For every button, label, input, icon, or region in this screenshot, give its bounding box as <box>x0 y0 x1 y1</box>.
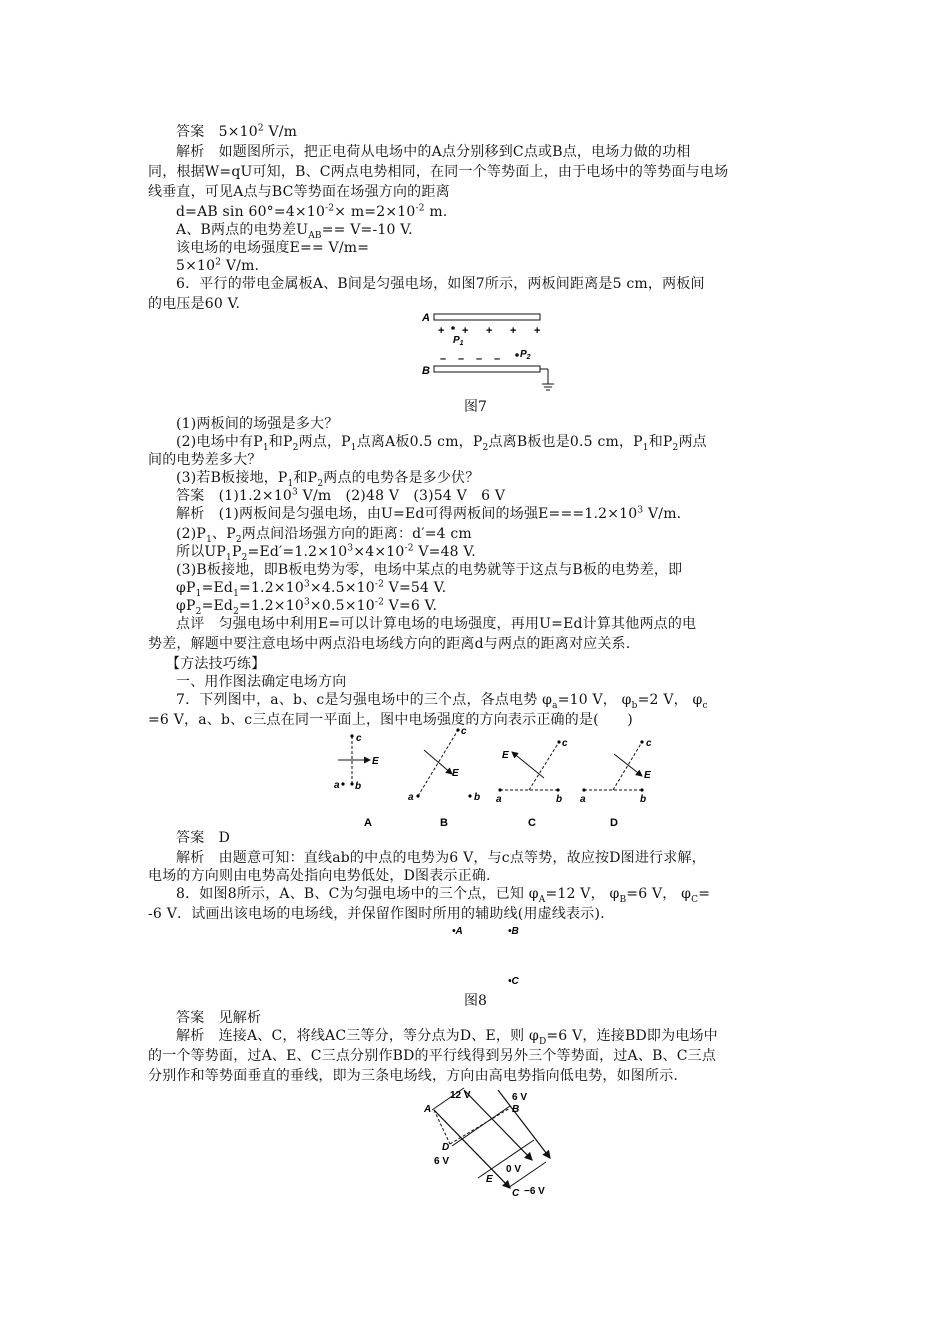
q6-comment-1: 点评 匀强电场中利用E=可以计算电场的电场强度，再用U=Ed计算其他两点的电 <box>176 616 697 632</box>
option-c-diagram <box>496 738 568 805</box>
q7-answer: 答案 D <box>176 830 231 846</box>
svg-text:c: c <box>461 726 467 737</box>
figure-8-caption: 图8 <box>464 993 487 1009</box>
svg-text:A: A <box>424 1104 432 1115</box>
p1-label: $P_1$ <box>453 335 464 347</box>
q5-equation-4: $5\times 10^2$ V/m. <box>176 257 260 274</box>
svg-text:E: E <box>502 750 509 761</box>
q6-answer: 答案 $(1)1.2\times 10^3$ V/m (2)48 V (3)54 V 6 V <box>176 487 506 504</box>
q7-stem-line-2: =6 V，a、b、c三点在同一平面上，图中电场强度的方向表示正确的是( ) <box>148 712 633 728</box>
option-d-diagram <box>580 738 652 805</box>
equipotential-lines <box>432 1088 546 1188</box>
q7-options-figure <box>330 726 670 832</box>
q8-explanation-3: 分别作和等势面垂直的垂线，即为三条电场线，方向由高电势指向低电势，如图所示. <box>148 1068 679 1084</box>
q6-explanation-2: $(2)P_1$、$P_2$两点间沿场强方向的距离：d′=4 cm <box>176 526 472 545</box>
q6-explanation-6: $\varphi P_2=Ed_2=1.2\times 10^3\times 0.5\times 10^{-2}$ V=6 V. <box>176 597 438 617</box>
svg-text:−6 V: −6 V <box>524 1186 545 1197</box>
section-subtitle: 一、用作图法确定电场方向 <box>176 674 347 690</box>
q5-answer: 答案 $5\times 10^2$ V/m <box>176 123 298 140</box>
svg-text:12 V: 12 V <box>450 1090 471 1101</box>
section-title: 【方法技巧练】 <box>166 656 266 672</box>
option-a-label: A <box>364 817 372 829</box>
svg-text:6 V: 6 V <box>512 1092 528 1103</box>
svg-text:b: b <box>640 794 647 805</box>
q6-stem-line-1: 6．平行的带电金属板A、B间是匀强电场，如图7所示，两板间距离是5 cm，两板间 <box>176 276 705 292</box>
svg-text:6 V: 6 V <box>434 1156 450 1167</box>
point-p2 <box>515 353 519 357</box>
svg-text:+: + <box>510 325 517 337</box>
svg-text:a: a <box>408 792 414 803</box>
q7-explanation-2: 电场的方向则由电势高处指向电势低处，D图表示正确. <box>148 868 491 884</box>
svg-text:–: – <box>494 353 501 365</box>
point-p1 <box>451 326 455 330</box>
svg-text:E: E <box>372 756 379 767</box>
plate-b <box>434 366 540 372</box>
svg-text:+: + <box>534 325 541 337</box>
q5-explanation-line-1: 解析 如题图所示，把正电荷从电场中的A点分别移到C点或B点，电场力做的功相 <box>176 144 691 160</box>
svg-text:–: – <box>440 353 447 365</box>
q6-sub-3: (3)若B板接地，$P_1$和$P_2$两点的电势各是多少伏？ <box>176 470 480 489</box>
svg-text:0 V: 0 V <box>506 1164 522 1175</box>
q6-stem-line-2: 的电压是60 V. <box>148 296 241 312</box>
option-b-label: B <box>440 817 448 829</box>
negative-charges <box>440 353 500 365</box>
q6-explanation-1: 解析 (1)两板间是匀强电场，由U=Ed可得两板间的场强$E===1.2\times 10^3$ V/m. <box>176 505 682 522</box>
svg-text:b: b <box>355 781 362 792</box>
figure-7-capacitor-plates <box>420 308 570 394</box>
plate-b-label: B <box>422 365 430 377</box>
svg-text:c: c <box>646 738 652 749</box>
q6-explanation-3: 所以$UP_1P_2=Ed'=1.2\times 10^3\times 4\times 10^{-2}$ V=48 V. <box>176 543 476 563</box>
plate-a <box>434 314 540 320</box>
q5-explanation-line-3: 线垂直，可见A点与BC等势面在场强方向的距离 <box>148 184 450 200</box>
figure-8-points <box>440 920 560 990</box>
point-a: •A <box>452 926 463 937</box>
q6-explanation-5: $\varphi P_1=Ed_1=1.2\times 10^3\times 4.5\times 10^{-2}$ V=54 V. <box>176 579 447 599</box>
svg-text:+: + <box>462 325 469 337</box>
figure-7-caption: 图7 <box>464 399 487 415</box>
option-b-diagram <box>408 726 480 803</box>
svg-text:E: E <box>486 1174 493 1185</box>
q5-equation-1: d=AB $\sin 60^\circ=4\times 10^{-2}\times m=2\times 10^{-2}$ m. <box>176 203 448 220</box>
q7-explanation-1: 解析 由题意可知：直线ab的中点的电势为6 V，与c点等势，故应按D图进行求解， <box>176 850 706 866</box>
option-a-diagram <box>334 733 379 792</box>
svg-text:E: E <box>644 770 651 781</box>
svg-text:D: D <box>442 1142 450 1153</box>
q8-solution-diagram <box>416 1084 576 1204</box>
svg-text:B: B <box>512 1104 520 1115</box>
svg-text:+: + <box>486 325 493 337</box>
svg-text:+: + <box>438 325 445 337</box>
q6-comment-2: 势差，解题中要注意电场中两点沿电场线方向的距离d与两点的距离对应关系. <box>148 636 631 652</box>
svg-text:E: E <box>452 768 459 779</box>
q6-sub-1: (1)两板间的场强是多大？ <box>176 416 339 432</box>
q5-explanation-line-2: 同，根据W=qU可知，B、C两点电势相同，在同一个等势面上，由于电场中的等势面与电场 <box>148 164 729 180</box>
ground-icon <box>540 369 554 390</box>
q8-answer: 答案 见解析 <box>176 1010 262 1026</box>
q8-explanation-1: 解析 连接A、C，将线AC三等分，等分点为D、E，则 $\varphi_D=6$ V，连接BD即为电场中 <box>176 1028 718 1047</box>
svg-text:a: a <box>496 794 502 805</box>
q5-equation-2: A、B两点的电势差$U_{AB}== V=-10$ V. <box>176 222 413 241</box>
q5-equation-3: 该电场的电场强度E== V/m= <box>176 240 370 256</box>
q7-stem-line-1: 7．下列图中，a、b、c是匀强电场中的三个点，各点电势 $\varphi_a=10$ V， $\varphi_b=2$ V， $\varphi_c$ <box>176 692 708 711</box>
svg-text:a: a <box>334 780 340 791</box>
p2-label: $P_2$ <box>520 349 531 361</box>
option-d-label: D <box>610 817 618 829</box>
point-c: •C <box>508 976 519 987</box>
point-b: •B <box>508 926 519 937</box>
option-c-label: C <box>528 817 536 829</box>
svg-text:c: c <box>562 738 568 749</box>
svg-text:a: a <box>580 794 586 805</box>
q6-explanation-4: (3)B板接地，即B板电势为零，电场中某点的电势就等于这点与B板的电势差，即 <box>176 562 683 578</box>
svg-text:b: b <box>556 794 563 805</box>
svg-text:–: – <box>458 353 465 365</box>
svg-text:c: c <box>356 733 362 744</box>
q8-explanation-2: 的一个等势面，过A、E、C三点分别作BD的平行线得到另外三个等势面，过A、B、C三点 <box>148 1048 717 1064</box>
q8-stem-line-1: 8．如图8所示，A、B、C为匀强电场中的三个点，已知 $\varphi_A=12$ V， $\varphi_B=6$ V， $\varphi_C=$ <box>176 886 711 905</box>
svg-text:–: – <box>476 353 483 365</box>
svg-text:C: C <box>512 1188 520 1199</box>
q8-stem-line-2: -6 V．试画出该电场的电场线，并保留作图时所用的辅助线(用虚线表示). <box>148 906 605 922</box>
q6-sub-2-cont: 间的电势差多大？ <box>148 452 262 468</box>
plate-a-label: A <box>422 312 430 324</box>
svg-text:b: b <box>474 792 481 803</box>
q6-sub-2: (2)电场中有$P_1$和$P_2$两点，$P_1$点离A板0.5 cm，$P_2$点离B板也是0.5 cm，$P_1$和$P_2$两点 <box>176 434 707 453</box>
